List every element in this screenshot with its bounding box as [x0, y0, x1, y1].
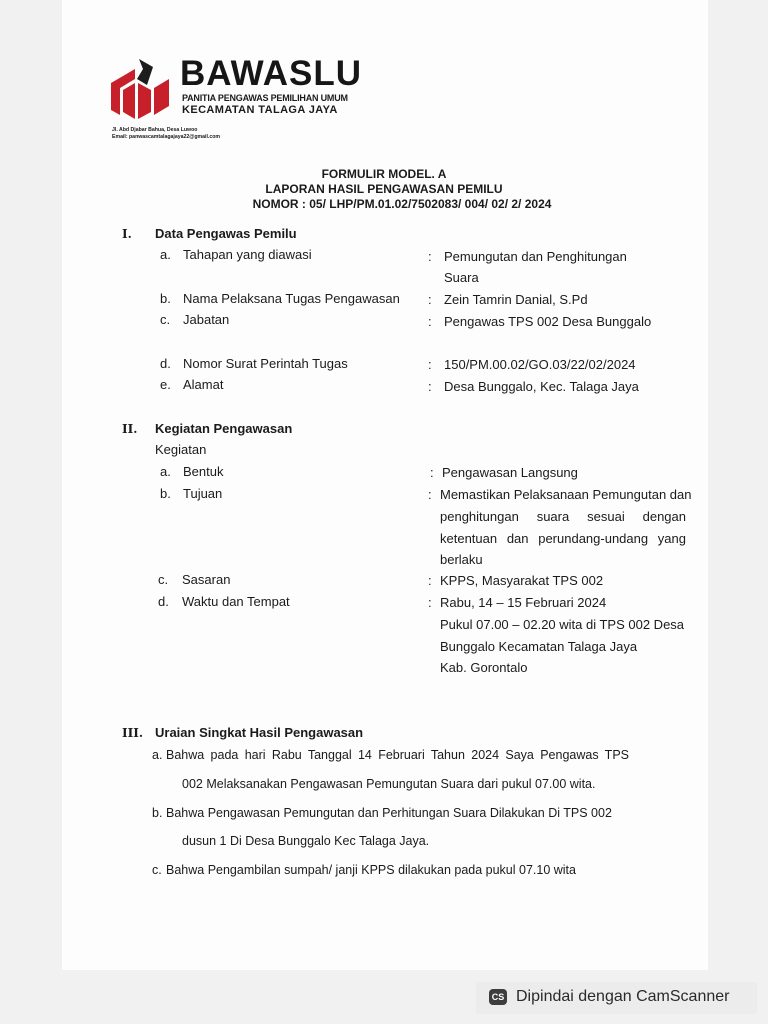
item-letter: a. — [160, 247, 171, 262]
item-label: Bentuk — [183, 464, 224, 479]
item-letter: c. — [158, 572, 169, 587]
item-label: Sasaran — [182, 572, 231, 587]
document-page — [62, 0, 708, 970]
finding-text: Bahwa Pengambilan sumpah/ janji KPPS dilakukan pada pukul 07.10 wita — [166, 863, 576, 877]
item-value-cont: Bunggalo Kecamatan Talaga Jaya — [440, 639, 638, 654]
section3-title: Uraian Singkat Hasil Pengawasan — [155, 725, 364, 740]
finding-text-cont: dusun 1 Di Desa Bunggalo Kec Talaga Jaya. — [182, 834, 430, 848]
item-letter: d. — [158, 594, 169, 609]
camscanner-label: Dipindai dengan CamScanner — [516, 988, 730, 1005]
item-value-cont: Suara — [444, 270, 479, 285]
finding-text-cont: 002 Melaksanakan Pengawasan Pemungutan Suara dari pukul 07.00 wita. — [182, 777, 596, 791]
item-label: Nama Pelaksana Tugas Pengawasan — [183, 291, 400, 306]
section1-title: Data Pengawas Pemilu — [155, 226, 297, 241]
item-value-cont: ketentuan dan perundang-undang yang — [440, 531, 686, 546]
section2-number: II. — [122, 422, 138, 436]
item-label: Nomor Surat Perintah Tugas — [183, 356, 348, 371]
item-letter: b. — [160, 291, 171, 306]
item-value: Pemungutan dan Penghitungan — [444, 249, 627, 264]
item-value-cont: Pukul 07.00 – 02.20 wita di TPS 002 Desa — [440, 617, 685, 632]
bawaslu-logo-icon — [107, 57, 173, 123]
section2-title: Kegiatan Pengawasan — [155, 421, 293, 436]
item-colon: : — [428, 379, 432, 394]
item-value: Desa Bunggalo, Kec. Talaga Jaya — [444, 379, 639, 394]
org-name: BAWASLU — [180, 54, 362, 93]
item-label: Jabatan — [183, 312, 230, 327]
item-letter: e. — [160, 377, 171, 392]
finding-text: Bahwa Pengawasan Pemungutan dan Perhitungan Suara Dilakukan Di TPS 002 — [166, 806, 612, 820]
section1-number: I. — [122, 227, 132, 241]
item-colon: : — [430, 465, 434, 480]
item-value: 150/PM.00.02/GO.03/22/02/2024 — [444, 357, 636, 372]
item-value-cont: penghitungan suara sesuai dengan — [440, 509, 686, 524]
item-letter: c. — [160, 312, 171, 327]
item-value: Zein Tamrin Danial, S.Pd — [444, 292, 588, 307]
item-value: Pengawas TPS 002 Desa Bunggalo — [444, 314, 652, 329]
form-title: FORMULIR MODEL. A — [321, 167, 447, 181]
item-colon: : — [428, 292, 432, 307]
report-title: LAPORAN HASIL PENGAWASAN PEMILU — [265, 182, 503, 196]
camscanner-logo-icon: CS — [489, 989, 507, 1005]
section2-subtitle: Kegiatan — [155, 442, 207, 457]
item-colon: : — [428, 249, 432, 264]
item-value-cont: berlaku — [440, 552, 483, 567]
item-label: Alamat — [183, 377, 224, 392]
item-value: Rabu, 14 – 15 Februari 2024 — [440, 595, 607, 610]
item-label: Tujuan — [183, 486, 223, 501]
item-colon: : — [428, 314, 432, 329]
item-value: KPPS, Masyarakat TPS 002 — [440, 573, 604, 588]
item-letter: c. — [152, 863, 162, 877]
item-colon: : — [428, 357, 432, 372]
item-letter: d. — [160, 356, 171, 371]
item-value: Memastikan Pelaksanaan Pemungutan dan — [440, 487, 692, 502]
item-label: Waktu dan Tempat — [182, 594, 290, 609]
item-label: Tahapan yang diawasi — [183, 247, 312, 262]
item-letter: b. — [160, 486, 171, 501]
section3-number: III. — [122, 726, 144, 740]
item-letter: b. — [152, 806, 163, 820]
item-value-cont: Kab. Gorontalo — [440, 660, 528, 675]
org-email: Email: panwascamtalagajaya22@gmail.com — [112, 134, 220, 140]
item-letter: a. — [152, 748, 163, 762]
org-address: Jl. Abd Djabar Bahua, Desa Luwoo — [112, 127, 198, 133]
item-letter: a. — [160, 464, 171, 479]
org-subtitle: PANITIA PENGAWAS PEMILIHAN UMUM — [182, 93, 348, 103]
item-colon: : — [428, 595, 432, 610]
item-value: Pengawasan Langsung — [442, 465, 578, 480]
finding-text: Bahwa pada hari Rabu Tanggal 14 Februari Tahun 2024 Saya Pengawas TPS — [166, 748, 629, 762]
org-district: KECAMATAN TALAGA JAYA — [182, 104, 338, 116]
item-colon: : — [428, 487, 432, 502]
report-number: NOMOR : 05/ LHP/PM.01.02/7502083/ 004/ 02/ 2/ 2024 — [252, 197, 552, 211]
item-colon: : — [428, 573, 432, 588]
